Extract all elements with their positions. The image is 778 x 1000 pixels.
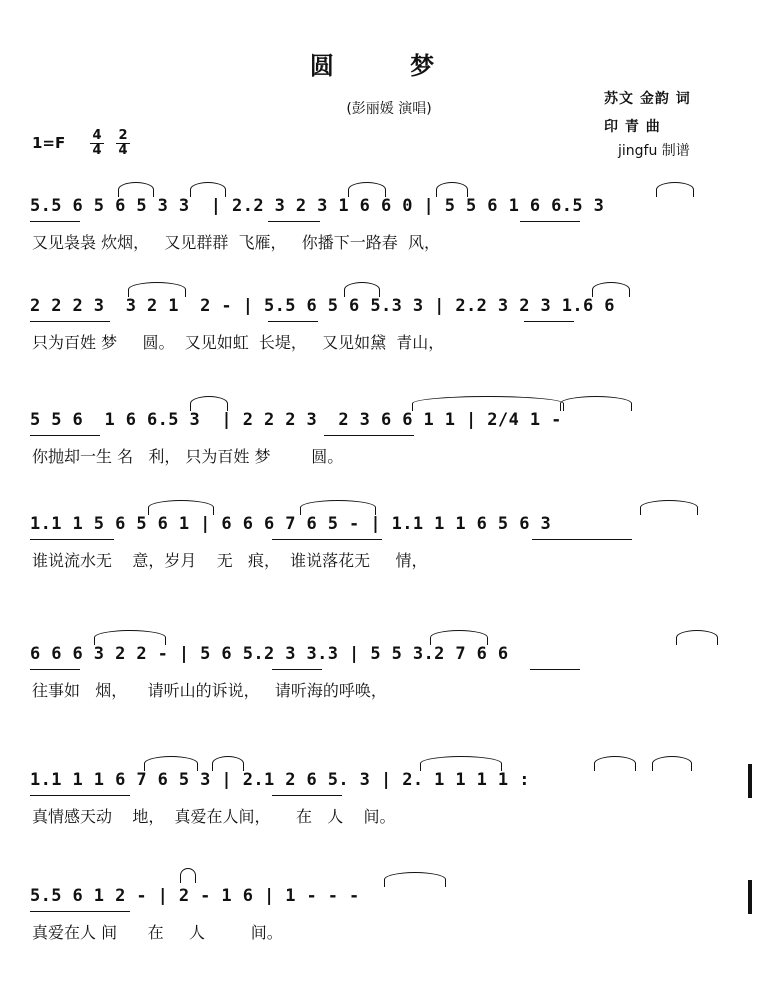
slur [128,282,186,297]
final-bar [748,880,752,914]
composer-credit: 印 青 曲 [604,119,661,135]
lyrics-line: 谁说流水无 意，岁月 无 痕， 谁说落花无 情， [32,551,428,570]
slur [594,756,636,771]
time-signature-2-4 [116,130,130,157]
lyrics-line: 往事如 烟， 请听山的诉说， 请听海的呼唤， [32,681,387,700]
beam-underline [524,321,574,322]
slur [344,282,380,297]
slur [384,872,446,887]
slur [148,500,214,515]
slur [94,630,166,645]
key-signature: 1=F [32,134,66,152]
slur [640,500,698,515]
slur [676,630,718,645]
notation-line: 5.5 6 5 6 5 3 3 | 2.2 3 2 3 1 6 6 0 | 5 5 6 1 6 6.5 3 [30,196,605,216]
notation-line: 6 6 6 3 2 2 - | 5 6 5.2 3 3.3 | 5 5 3.2 7 6 6 [30,644,509,664]
slur [118,182,154,197]
time-sig-bottom: 4 [118,143,128,158]
beam-underline [30,221,80,222]
fermata-icon [180,868,196,883]
slur [560,396,632,411]
notation-line: 5.5 6 1 2 - | 2 - 1 6 | 1 - - - [30,886,360,906]
beam-underline [30,435,100,436]
beam-underline [530,669,580,670]
beam-underline [30,669,80,670]
slur [592,282,630,297]
beam-underline [272,539,382,540]
slur [420,756,502,771]
slur [300,500,376,515]
notation-line: 1.1 1 1 6 7 6 5 3 | 2.1 2 6 5. 3 | 2. 1 1 1 1 : [30,770,530,790]
slur [212,756,244,771]
time-sig-top: 2 [118,128,128,143]
lyrics-line: 真情感天动 地， 真爱在人间， 在 人 间。 [32,807,396,826]
beam-underline [30,539,114,540]
lyrics-line: 只为百姓 梦 圆。 又见如虹 长堤， 又见如黛 青山， [32,333,445,352]
beam-underline [30,321,110,322]
lyrics-line: 你抛却一生 名 利， 只为百姓 梦 圆。 [32,447,344,466]
song-title: 圆 梦 [309,52,469,80]
lyricist-credit: 苏文 金韵 词 [604,91,691,107]
lyrics-line: 又见袅袅 炊烟， 又见群群 飞雁， 你播下一路春 风， [32,233,440,252]
beam-underline [268,221,320,222]
transcriber-credit: jingfu 制谱 [618,143,690,159]
slur [436,182,468,197]
slur [144,756,198,771]
notation-line: 5 5 6 1 6 6.5 3 | 2 2 2 3 2 3 6 6 1 1 | 2/4 1 - [30,410,562,430]
beam-underline [324,435,414,436]
slur [190,396,228,411]
time-sig-top: 4 [92,128,102,143]
repeat-end-bar [748,764,752,798]
slur [348,182,386,197]
beam-underline [272,669,322,670]
beam-underline [30,911,130,912]
slur [656,182,694,197]
beam-underline [532,539,632,540]
slur [652,756,692,771]
slur [430,630,488,645]
beam-underline [268,321,318,322]
beam-underline [30,795,130,796]
beam-underline [272,795,342,796]
slur [412,396,564,411]
slur [190,182,226,197]
beam-underline [520,221,580,222]
time-sig-bottom: 4 [92,143,102,158]
lyrics-line: 真爱在人 间 在 人 间。 [32,923,283,942]
notation-line: 2 2 2 3 3 2 1 2 - | 5.5 6 5 6 5.3 3 | 2.2 3 2 3 1.6 6 [30,296,615,316]
singer-credit: (彭丽媛 演唱) [346,101,432,117]
notation-line: 1.1 1 5 6 5 6 1 | 6 6 6 7 6 5 - | 1.1 1 1 6 5 6 3 [30,514,552,534]
time-signature-4-4 [90,130,104,157]
